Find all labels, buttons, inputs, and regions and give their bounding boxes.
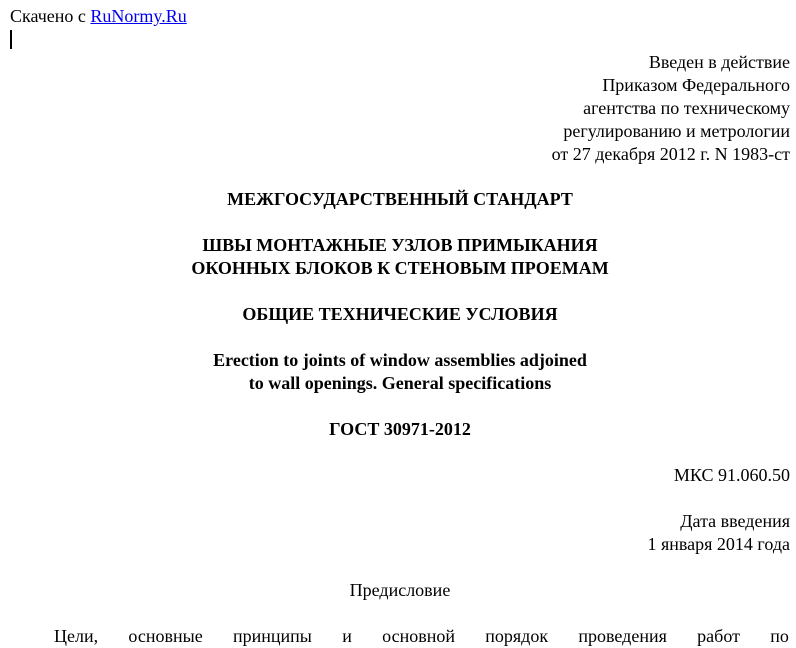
source-link[interactable]: RuNormy.Ru [90,6,187,26]
enactment-line-2: Приказом Федерального [602,75,790,95]
enactment-line-4: регулированию и метрологии [563,121,790,141]
text-cursor [10,30,12,49]
download-note-prefix: Скачено с [10,6,91,26]
preface-word: проведения [578,626,667,646]
preface-word: принципы [233,626,312,646]
enactment-line-5: от 27 декабря 2012 г. N 1983-ст [551,144,790,164]
intro-date-label: Дата введения [680,511,790,531]
preface-word: по [770,626,789,646]
enactment-line-1: Введен в действие [648,52,790,72]
subtitle-ru: ОБЩИЕ ТЕХНИЧЕСКИЕ УСЛОВИЯ [242,304,558,324]
preface-heading: Предисловие [349,580,451,600]
title-ru-line-1: ШВЫ МОНТАЖНЫЕ УЗЛОВ ПРИМЫКАНИЯ [202,235,598,255]
enactment-line-3: агентства по техническому [583,98,790,118]
preface-word: основные [128,626,203,646]
standard-type-heading: МЕЖГОСУДАРСТВЕННЫЙ СТАНДАРТ [227,189,573,209]
title-ru-line-2: ОКОННЫХ БЛОКОВ К СТЕНОВЫМ ПРОЕМАМ [191,258,609,278]
download-note [10,5,187,28]
preface-word: работ [697,626,740,646]
title-en-line-2: to wall openings. General specifications [248,373,552,393]
preface-word: и [342,626,352,646]
gost-number: ГОСТ 30971-2012 [329,419,471,439]
preface-word: основной [382,626,455,646]
mks-code: МКС 91.060.50 [673,465,790,485]
preface-word: Цели, [54,626,99,646]
preface-paragraph-first-line [54,625,789,648]
preface-word: порядок [485,626,549,646]
title-en-line-1: Erection to joints of window assemblies adjoined [213,350,587,370]
intro-date-value: 1 января 2014 года [647,534,790,554]
